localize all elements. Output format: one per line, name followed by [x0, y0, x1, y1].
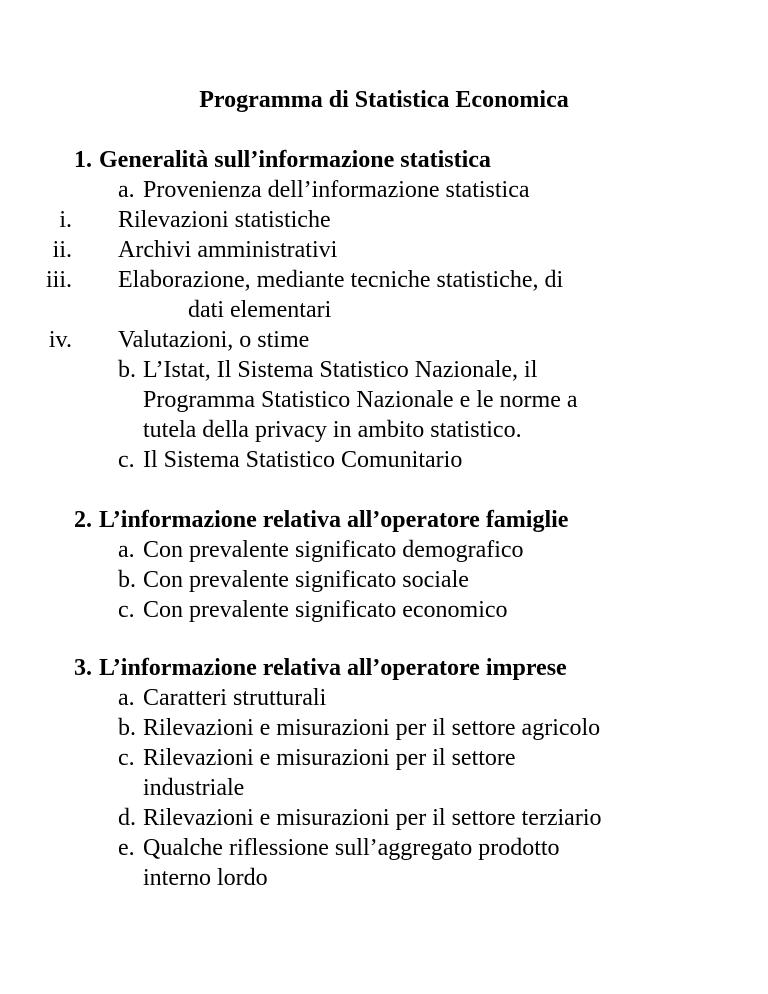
list-item	[118, 535, 524, 565]
list-item	[118, 595, 508, 625]
item-label: d.	[118, 805, 136, 831]
item-text: Provenienza dell’informazione statistica	[143, 177, 530, 203]
item-text-continuation: tutela della privacy in ambito statistico.	[143, 417, 522, 443]
section-number: 1.	[74, 147, 92, 173]
roman-text: Elaborazione, mediante tecniche statistiche, di	[118, 267, 564, 293]
item-text: Con prevalente significato economico	[143, 597, 508, 623]
list-item	[118, 683, 326, 713]
item-label: a.	[118, 177, 135, 203]
list-item	[118, 833, 560, 863]
item-label: c.	[118, 447, 135, 473]
list-item	[118, 445, 462, 475]
item-label: a.	[118, 537, 135, 563]
roman-label: iv.	[48, 327, 72, 353]
document-title: Programma di Statistica Economica	[199, 87, 569, 113]
list-item	[118, 565, 469, 595]
section-number: 2.	[74, 507, 92, 533]
item-text: Rilevazioni e misurazioni per il settore	[143, 745, 516, 771]
roman-text: Valutazioni, o stime	[118, 327, 310, 353]
section-1-heading	[74, 145, 491, 175]
item-text: Con prevalente significato demografico	[143, 537, 524, 563]
item-label: c.	[118, 597, 135, 623]
section-number: 3.	[74, 655, 92, 681]
section-title: L’informazione relativa all’operatore famiglie	[99, 507, 569, 533]
list-item	[118, 355, 537, 385]
item-label: b.	[118, 357, 136, 383]
item-text: Con prevalente significato sociale	[143, 567, 469, 593]
item-text: Rilevazioni e misurazioni per il settore terziario	[143, 805, 602, 831]
item-text-continuation: industriale	[143, 775, 245, 801]
roman-text: Rilevazioni statistiche	[118, 207, 331, 233]
item-label: b.	[118, 567, 136, 593]
item-text: Il Sistema Statistico Comunitario	[143, 447, 463, 473]
item-text: Rilevazioni e misurazioni per il settore agricolo	[143, 715, 601, 741]
section-title: L’informazione relativa all’operatore imprese	[99, 655, 567, 681]
item-text-continuation: Programma Statistico Nazionale e le norme a	[143, 387, 578, 413]
item-label: b.	[118, 715, 136, 741]
roman-label: i.	[59, 207, 72, 233]
item-text: L’Istat, Il Sistema Statistico Nazionale, il	[143, 357, 538, 383]
list-item	[118, 713, 600, 743]
roman-label: ii.	[52, 237, 72, 263]
list-item	[118, 743, 516, 773]
roman-text-continuation: dati elementari	[188, 297, 332, 323]
roman-label: iii.	[45, 267, 72, 293]
section-3-heading	[74, 653, 567, 683]
list-item	[118, 175, 530, 205]
item-text: Qualche riflessione sull’aggregato prodotto	[143, 835, 560, 861]
item-text: Caratteri strutturali	[143, 685, 327, 711]
item-label: e.	[118, 835, 135, 861]
item-label: a.	[118, 685, 135, 711]
section-title: Generalità sull’informazione statistica	[99, 147, 491, 173]
section-2-heading	[74, 505, 568, 535]
item-label: c.	[118, 745, 135, 771]
list-item	[118, 803, 602, 833]
roman-text: Archivi amministrativi	[118, 237, 338, 263]
item-text-continuation: interno lordo	[143, 865, 268, 891]
